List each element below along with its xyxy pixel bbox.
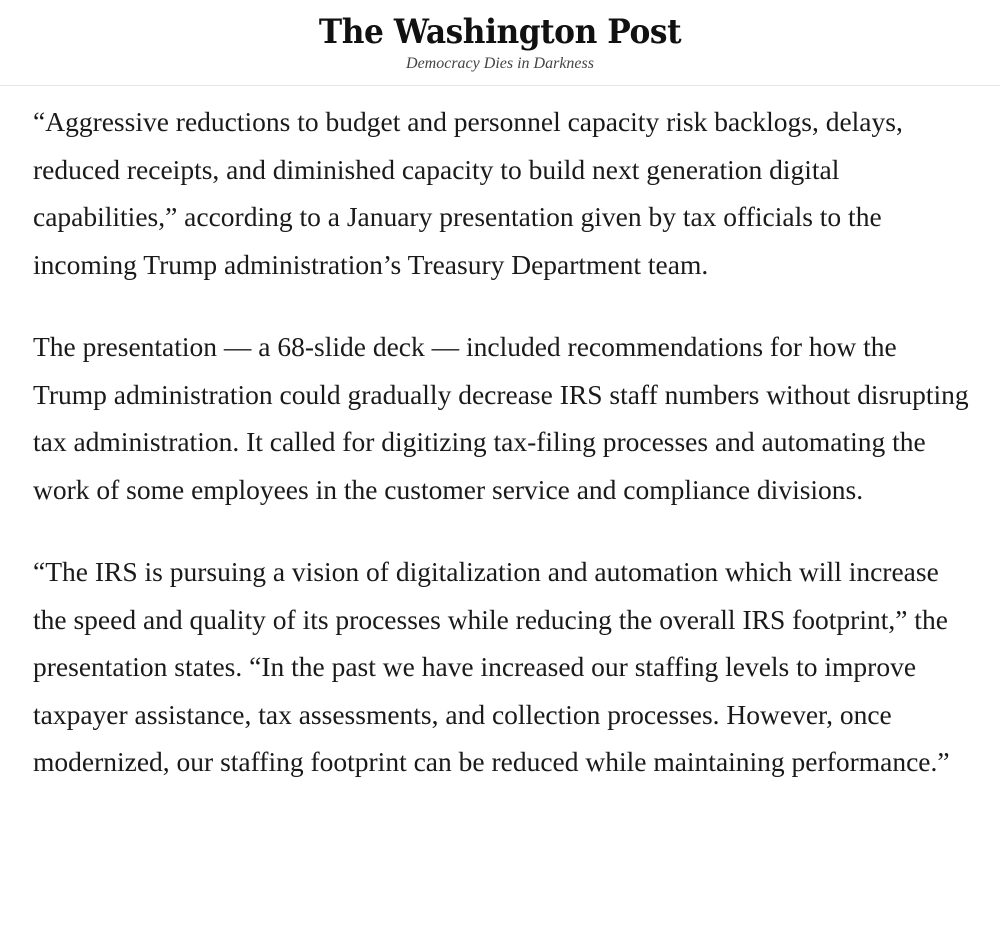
article-body (33, 98, 973, 821)
article-paragraph-1: “Aggressive reductions to budget and personnel capacity risk backlogs, delays, reduced receipts, and diminished capacity to build next generation digital capabilities,” according to a January presentation given by tax officials to the incoming Trump administration’s Treasury Department team. (33, 106, 903, 280)
article-paragraph-3: “The IRS is pursuing a vision of digitalization and automation which will increase the speed and quality of its processes while reducing the overall IRS footprint,” the presentation states. “In the past we have increased our staffing levels to improve taxpayer assistance, tax assessments, and collection processes. However, once modernized, our staffing footprint can be reduced while maintaining performance.” (33, 556, 950, 777)
masthead-tagline: Democracy Dies in Darkness (406, 55, 594, 72)
article-paragraph-2: The presentation — a 68-slide deck — included recommendations for how the Trump administration could gradually decrease IRS staff numbers without disrupting tax administration. It called for digitizing tax-filing processes and automating the work of some employees in the customer service and compliance divisions. (33, 331, 969, 505)
washington-post-logo[interactable]: The Washington Post (318, 12, 682, 52)
masthead (0, 0, 1000, 86)
